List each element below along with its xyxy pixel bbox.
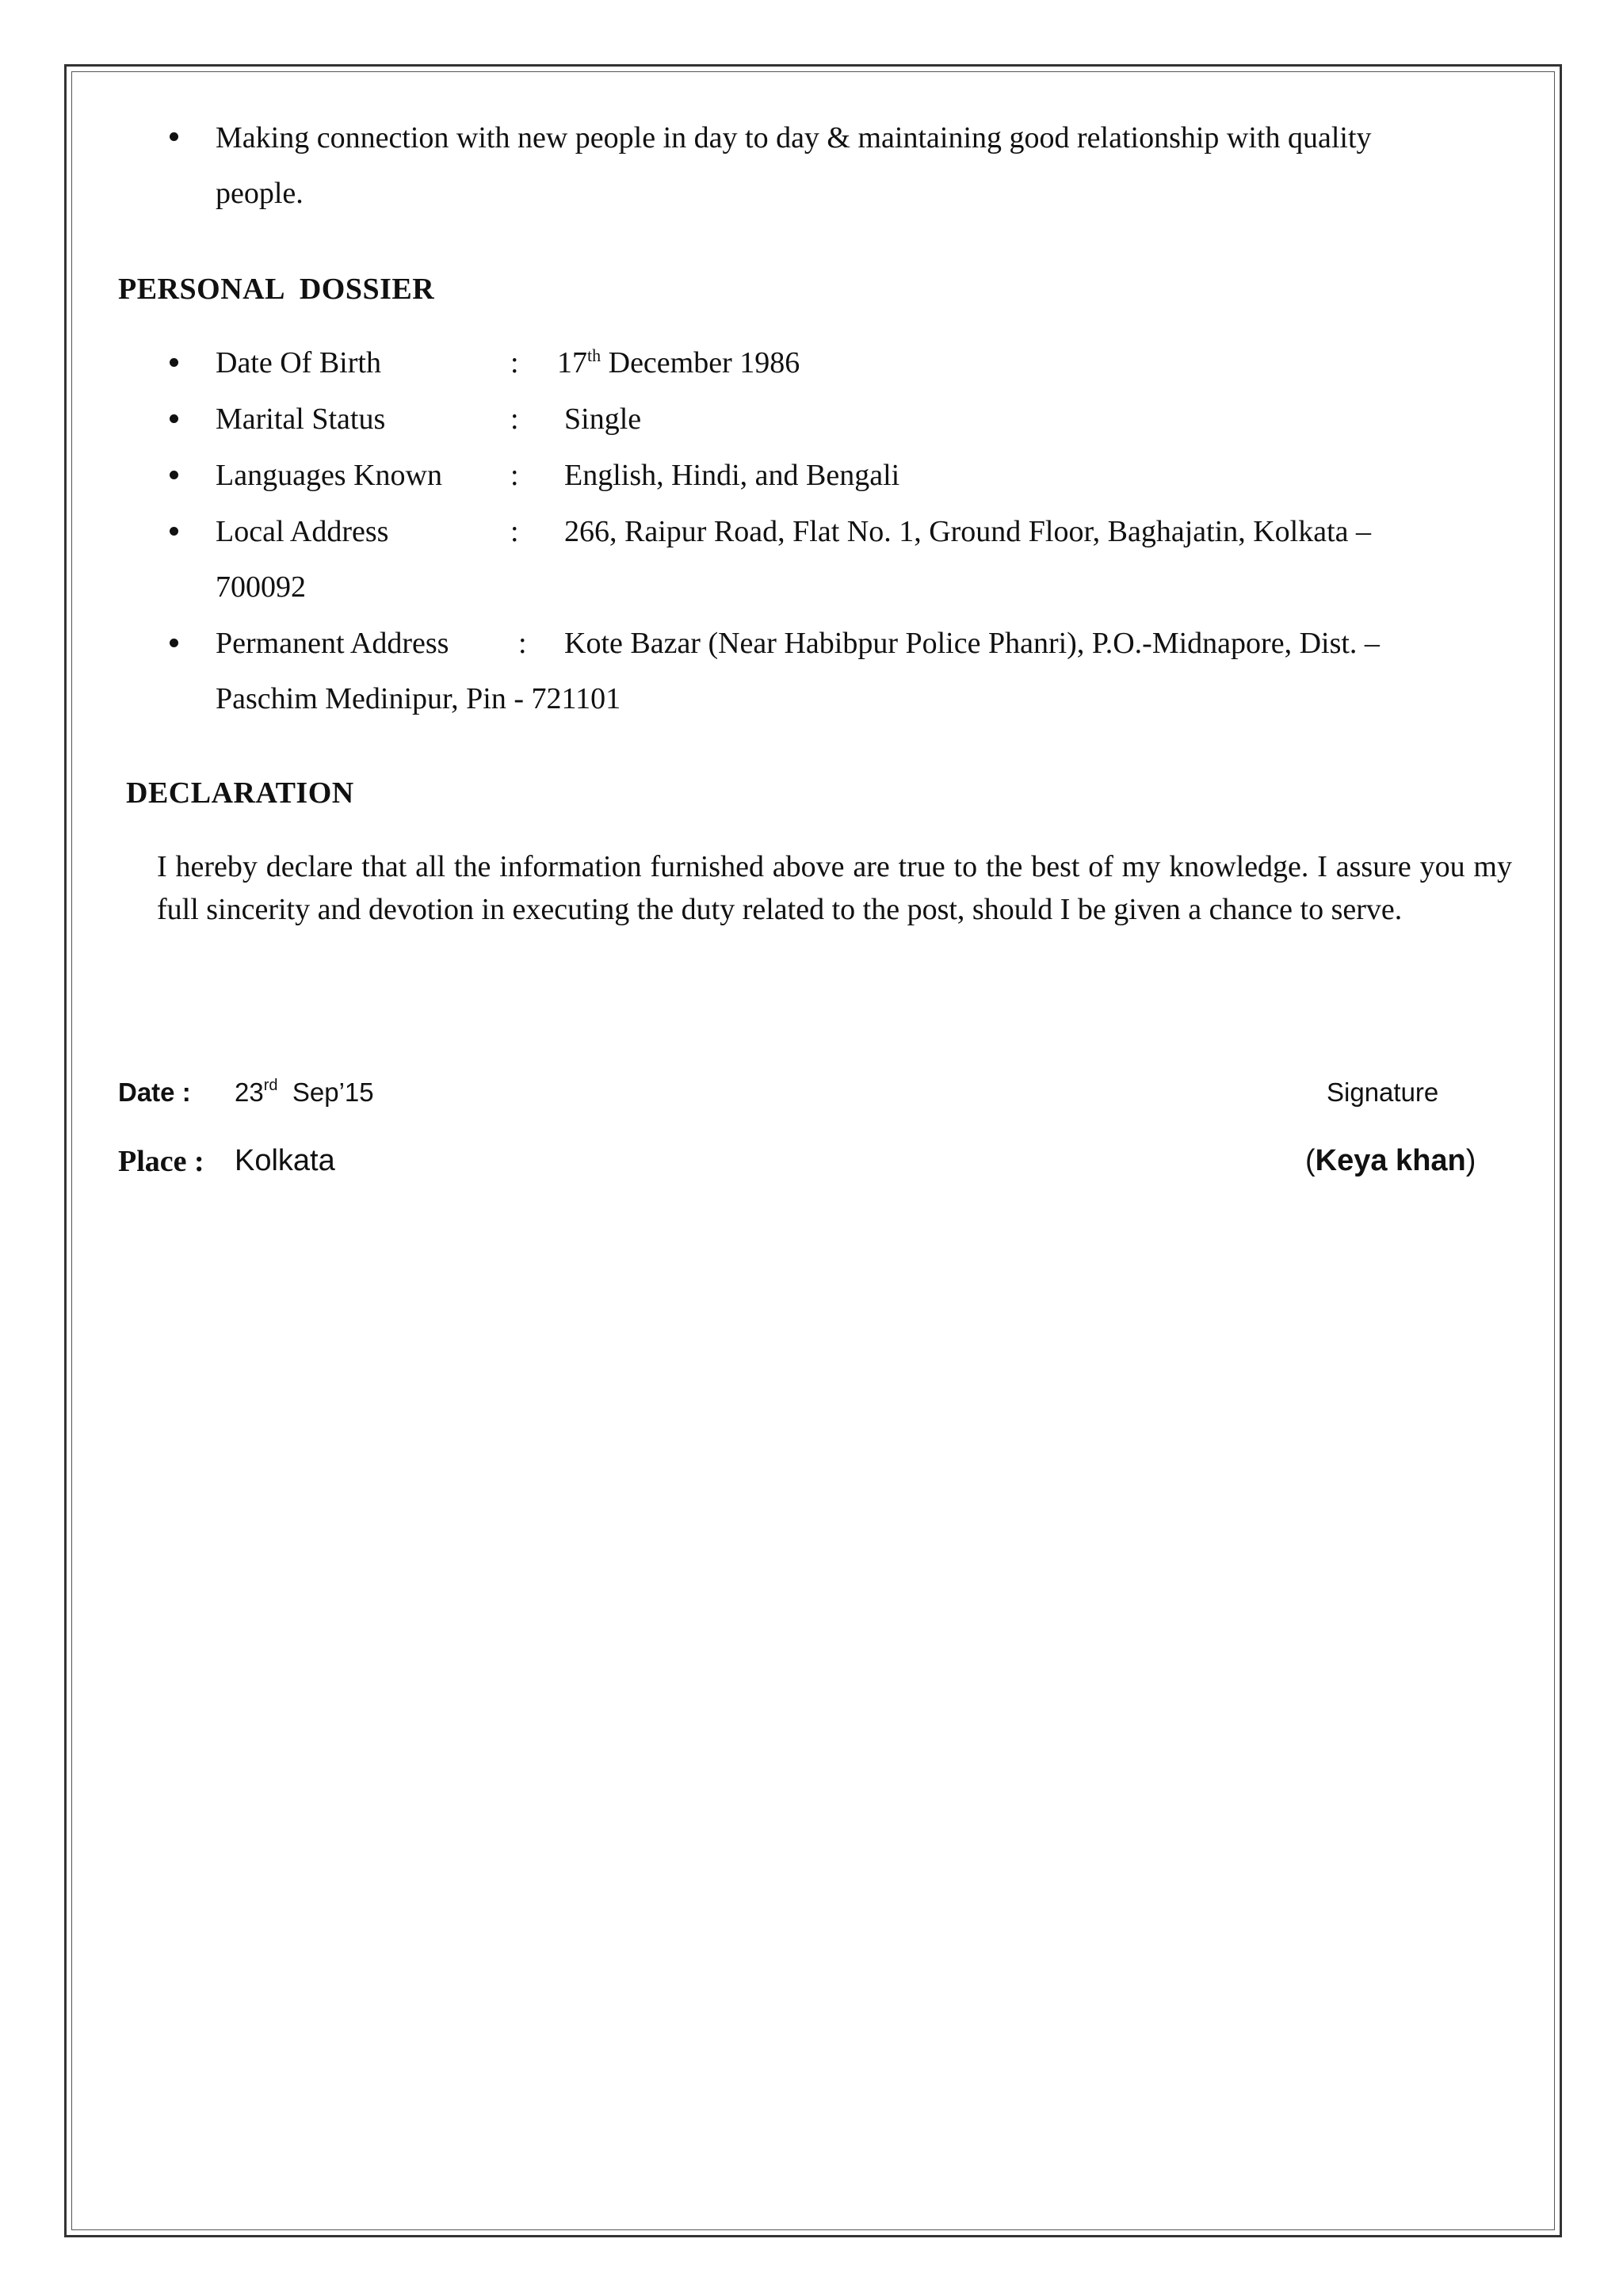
intro-bullet-line-2: people.	[216, 177, 304, 210]
dossier-separator: :	[510, 515, 519, 548]
dossier-label-languages-known: Languages Known	[216, 459, 442, 492]
place-value: Kolkata	[235, 1144, 335, 1177]
signatory-name	[1305, 1144, 1476, 1178]
dossier-label-marital-status: Marital Status	[216, 402, 386, 436]
dossier-value-local-address-cont: 700092	[216, 570, 306, 604]
name-close-paren: )	[1465, 1144, 1476, 1177]
dossier-separator: :	[510, 346, 519, 379]
date-ordinal-suffix: rd	[263, 1077, 278, 1094]
declaration-paragraph: I hereby declare that all the information furnished above are true to the best of my knowledge. I assure you my full sincerity and devotion in executing the duty related to the post, should I be given a chance to serve.	[157, 850, 1512, 926]
name-text: Keya khan	[1315, 1144, 1466, 1177]
dossier-label-local-address: Local Address	[216, 515, 389, 548]
bullet-dot	[170, 639, 178, 647]
dob-day: 17	[557, 346, 587, 379]
place-label: Place :	[118, 1145, 204, 1178]
date-rest: Sep’15	[277, 1077, 374, 1107]
dossier-value-date-of-birth	[557, 345, 800, 379]
dossier-label-date-of-birth: Date Of Birth	[216, 346, 381, 379]
dossier-value-permanent-address: Kote Bazar (Near Habibpur Police Phanri), P.O.-Midnapore, Dist. –	[564, 627, 1380, 660]
name-open-paren: (	[1305, 1144, 1316, 1177]
date-day: 23	[235, 1077, 264, 1107]
bullet-dot	[170, 358, 178, 367]
dossier-separator: :	[518, 627, 527, 660]
section-heading-personal-dossier: PERSONAL DOSSIER	[118, 273, 435, 306]
dossier-value-languages-known: English, Hindi, and Bengali	[564, 459, 900, 492]
dossier-separator: :	[510, 402, 519, 436]
date-label: Date :	[118, 1077, 191, 1107]
dob-rest: December 1986	[601, 346, 800, 379]
bullet-dot	[170, 471, 178, 479]
signature-label: Signature	[1327, 1077, 1439, 1107]
bullet-dot	[170, 527, 178, 536]
section-heading-declaration: DECLARATION	[126, 776, 354, 810]
bullet-dot	[170, 414, 178, 423]
dossier-value-marital-status: Single	[564, 402, 642, 436]
dossier-value-local-address: 266, Raipur Road, Flat No. 1, Ground Floor, Baghajatin, Kolkata –	[564, 515, 1372, 548]
dossier-label-permanent-address: Permanent Address	[216, 627, 449, 660]
dossier-value-permanent-address-cont: Paschim Medinipur, Pin - 721101	[216, 682, 621, 715]
intro-bullet-line-1: Making connection with new people in day to day & maintaining good relationship with quality	[216, 121, 1372, 154]
dob-ordinal-suffix: th	[587, 345, 601, 365]
date-value	[235, 1077, 374, 1108]
dossier-separator: :	[510, 459, 519, 492]
bullet-dot	[170, 132, 178, 141]
